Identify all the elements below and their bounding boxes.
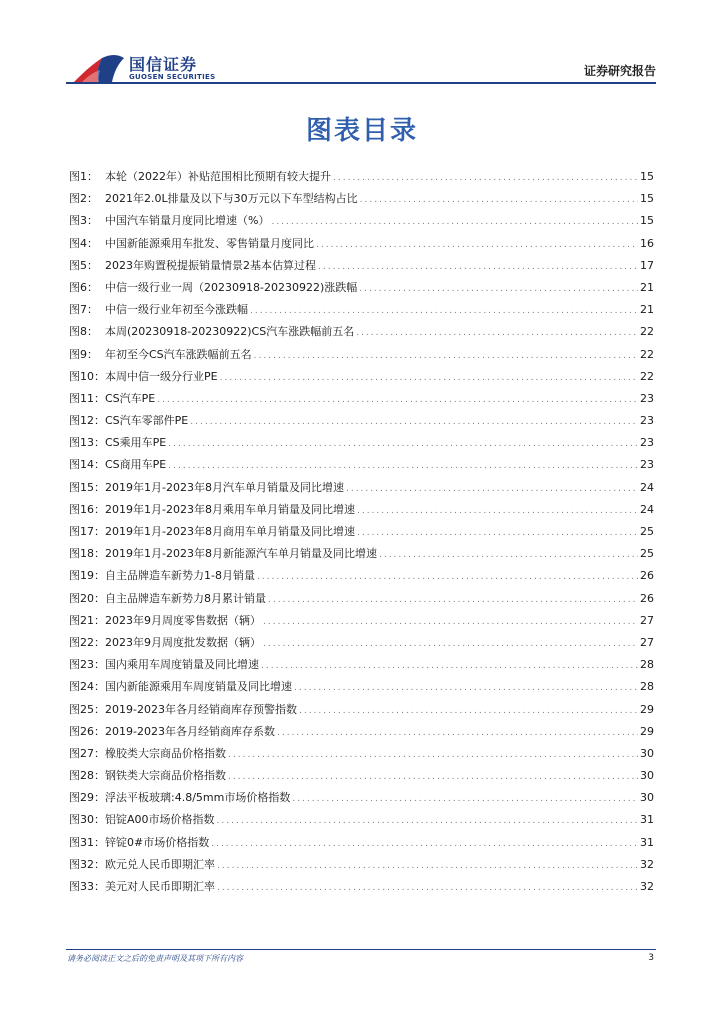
toc-entry-page: 22: [640, 325, 654, 339]
figure-table-of-contents: [69, 168, 654, 900]
toc-entry[interactable]: [69, 612, 654, 634]
document-type-label: 证券研究报告: [583, 64, 656, 78]
toc-entry-page: 27: [640, 613, 654, 627]
toc-entry-title: CS商用车PE: [105, 458, 167, 472]
toc-entry-page: 24: [640, 480, 654, 494]
toc-entry-page: 29: [640, 724, 654, 738]
toc-entry-title: 浮法平板玻璃:4.8/5mm市场价格指数: [105, 791, 291, 805]
toc-entry-number: 图24：: [69, 680, 105, 694]
toc-entry-title: 美元对人民币即期汇率: [105, 880, 215, 893]
toc-entry-title: 2019年1月-2023年8月新能源汽车单月销量及同比增速: [105, 547, 377, 561]
toc-entry-title: 中信一级行业年初至今涨跌幅: [105, 303, 248, 317]
toc-entry-title: 年初至今CS汽车涨跌幅前五名: [105, 347, 252, 361]
toc-entry[interactable]: [69, 501, 654, 523]
toc-entry-title: 2023年9月周度零售数据（辆）: [105, 613, 261, 627]
toc-entry[interactable]: [69, 323, 654, 345]
toc-entry-page: 32: [640, 880, 654, 893]
toc-entry-page: 30: [640, 769, 654, 783]
toc-entry[interactable]: [69, 368, 654, 390]
toc-entry[interactable]: [69, 545, 654, 567]
toc-entry-number: 图26：: [69, 724, 105, 738]
toc-leader-dots: [268, 595, 638, 605]
toc-entry-number: 图28：: [69, 769, 105, 783]
toc-entry-page: 23: [640, 458, 654, 472]
toc-leader-dots: [357, 506, 638, 516]
toc-entry[interactable]: [69, 789, 654, 811]
toc-entry-number: 图7：: [69, 303, 98, 317]
page-title: 图表目录: [305, 116, 418, 146]
toc-entry-title: 本轮（2022年）补贴范围相比预期有较大提升: [105, 170, 331, 183]
toc-leader-dots: [168, 439, 638, 449]
toc-entry[interactable]: [69, 412, 654, 434]
toc-entry[interactable]: [69, 479, 654, 501]
toc-entry-page: 31: [640, 813, 654, 827]
toc-entry-number: 图22：: [69, 635, 105, 649]
toc-entry-page: 21: [640, 303, 654, 317]
page-header: [0, 0, 724, 90]
toc-entry-page: 15: [640, 170, 654, 183]
toc-entry[interactable]: [69, 456, 654, 478]
toc-entry-title: 2019-2023年各月经销商库存系数: [105, 724, 275, 738]
toc-entry-title: 中国汽车销量月度同比增速（%）: [105, 214, 270, 228]
toc-entry-page: 25: [640, 525, 654, 538]
toc-entry[interactable]: [69, 212, 654, 234]
toc-entry-title: 2019年1月-2023年8月乘用车单月销量及同比增速: [105, 502, 355, 516]
page-number: 3: [648, 953, 654, 963]
brand-name-cn: 国信证券: [129, 55, 198, 74]
toc-leader-dots: [168, 461, 638, 471]
toc-entry-page: 32: [640, 857, 654, 871]
toc-entry-number: 图14：: [69, 458, 105, 472]
toc-entry-number: 图25：: [69, 702, 105, 716]
toc-entry[interactable]: [69, 701, 654, 723]
toc-leader-dots: [263, 639, 638, 649]
toc-entry-title: 中信一级行业一周（20230918-20230922)涨跌幅: [105, 280, 358, 294]
toc-entry-number: 图16：: [69, 502, 105, 516]
toc-entry-page: 31: [640, 835, 654, 849]
toc-leader-dots: [277, 728, 638, 738]
toc-entry-title: CS乘用车PE: [105, 436, 167, 450]
toc-leader-dots: [359, 284, 638, 294]
toc-entry-title: 本周中信一级分行业PE: [105, 369, 218, 383]
toc-entry-page: 26: [640, 591, 654, 605]
header-divider: [66, 82, 656, 84]
toc-entry[interactable]: [69, 856, 654, 878]
toc-entry[interactable]: [69, 279, 654, 301]
toc-leader-dots: [299, 706, 638, 716]
toc-leader-dots: [157, 395, 638, 405]
toc-entry-title: 欧元兑人民币即期汇率: [105, 857, 215, 871]
toc-entry[interactable]: [69, 301, 654, 323]
toc-entry-number: 图11：: [69, 391, 105, 405]
toc-entry[interactable]: [69, 678, 654, 700]
toc-entry-page: 23: [640, 436, 654, 450]
toc-entry-number: 图4：: [69, 236, 98, 250]
toc-leader-dots: [292, 794, 638, 804]
toc-entry[interactable]: [69, 811, 654, 833]
toc-leader-dots: [263, 617, 638, 627]
toc-entry-number: 图9：: [69, 347, 98, 361]
toc-leader-dots: [220, 373, 638, 383]
toc-entry-title: 国内新能源乘用车周度销量及同比增速: [105, 680, 292, 694]
toc-leader-dots: [217, 816, 638, 826]
toc-entry-page: 27: [640, 635, 654, 649]
toc-entry-page: 30: [640, 746, 654, 760]
toc-entry-title: CS汽车零部件PE: [105, 414, 189, 428]
toc-entry-title: CS汽车PE: [105, 391, 156, 405]
toc-leader-dots: [271, 217, 638, 227]
toc-entry-number: 图23：: [69, 658, 105, 672]
toc-entry[interactable]: [69, 168, 654, 190]
toc-entry-title: 橡胶类大宗商品价格指数: [105, 746, 226, 760]
toc-leader-dots: [316, 240, 638, 250]
toc-entry-number: 图32：: [69, 857, 105, 871]
toc-leader-dots: [261, 661, 638, 671]
toc-leader-dots: [228, 750, 638, 760]
toc-entry-number: 图33：: [69, 880, 105, 893]
toc-entry-title: 自主品牌造车新势力1-8月销量: [105, 569, 255, 583]
toc-entry-number: 图19：: [69, 569, 105, 583]
toc-leader-dots: [356, 328, 638, 338]
toc-entry-title: 锌锭0#市场价格指数: [105, 835, 210, 849]
toc-leader-dots: [360, 195, 638, 205]
toc-entry-number: 图10：: [69, 369, 105, 383]
toc-entry[interactable]: [69, 834, 654, 856]
toc-entry-page: 24: [640, 502, 654, 516]
toc-entry-title: 中国新能源乘用车批发、零售销量月度同比: [105, 236, 314, 250]
toc-leader-dots: [318, 262, 638, 272]
toc-entry-page: 30: [640, 791, 654, 805]
toc-entry-title: 国内乘用车周度销量及同比增速: [105, 658, 259, 672]
toc-entry-page: 29: [640, 702, 654, 716]
toc-entry-page: 17: [640, 258, 654, 272]
toc-entry[interactable]: [69, 257, 654, 279]
toc-entry-number: 图8：: [69, 325, 98, 339]
toc-entry-number: 图2：: [69, 192, 98, 206]
toc-entry-page: 23: [640, 391, 654, 405]
brand-name-en: GUOSEN SECURITIES: [129, 73, 216, 81]
toc-leader-dots: [211, 839, 638, 849]
toc-entry-number: 图5：: [69, 258, 98, 272]
toc-leader-dots: [294, 683, 638, 693]
toc-entry[interactable]: [69, 190, 654, 212]
toc-entry-title: 2019年1月-2023年8月汽车单月销量及同比增速: [105, 480, 344, 494]
toc-leader-dots: [190, 417, 638, 427]
toc-entry-title: 钢铁类大宗商品价格指数: [105, 769, 226, 783]
toc-entry-number: 图12：: [69, 414, 105, 428]
toc-entry-number: 图3：: [69, 214, 98, 228]
toc-entry-title: 2023年购置税提振销量情景2基本估算过程: [105, 258, 316, 272]
toc-entry-page: 21: [640, 280, 654, 294]
toc-entry-number: 图21：: [69, 613, 105, 627]
toc-entry[interactable]: [69, 767, 654, 789]
toc-entry-page: 23: [640, 414, 654, 428]
toc-entry-number: 图6：: [69, 280, 98, 294]
toc-leader-dots: [357, 528, 638, 538]
toc-entry-page: 22: [640, 369, 654, 383]
toc-entry-number: 图13：: [69, 436, 105, 450]
toc-entry-number: 图17：: [69, 525, 105, 538]
toc-leader-dots: [250, 306, 638, 316]
toc-entry-number: 图18：: [69, 547, 105, 561]
guosen-logo-icon: [72, 52, 127, 84]
toc-entry-title: 2019-2023年各月经销商库存预警指数: [105, 702, 297, 716]
toc-entry[interactable]: [69, 723, 654, 745]
toc-entry-page: 16: [640, 236, 654, 250]
toc-entry[interactable]: [69, 567, 654, 589]
toc-entry[interactable]: [69, 346, 654, 368]
toc-entry-number: 图30：: [69, 813, 105, 827]
toc-entry-number: 图29：: [69, 791, 105, 805]
toc-leader-dots: [346, 484, 638, 494]
toc-leader-dots: [217, 883, 638, 893]
toc-entry[interactable]: [69, 878, 654, 900]
toc-entry[interactable]: [69, 590, 654, 612]
toc-leader-dots: [333, 173, 638, 183]
toc-entry[interactable]: [69, 634, 654, 656]
toc-entry-number: 图1：: [69, 170, 98, 183]
toc-entry-title: 铝锭A00市场价格指数: [105, 813, 215, 827]
toc-entry-number: 图15：: [69, 480, 105, 494]
toc-entry-page: 22: [640, 347, 654, 361]
toc-entry[interactable]: [69, 523, 654, 545]
toc-entry-page: 28: [640, 680, 654, 694]
footer-divider: [66, 949, 656, 950]
toc-entry[interactable]: [69, 745, 654, 767]
toc-leader-dots: [217, 861, 638, 871]
toc-entry[interactable]: [69, 434, 654, 456]
toc-entry-title: 2021年2.0L排量及以下与30万元以下车型结构占比: [105, 192, 358, 206]
toc-leader-dots: [228, 772, 638, 782]
toc-entry-title: 2023年9月周度批发数据（辆）: [105, 635, 261, 649]
toc-entry-title: 2019年1月-2023年8月商用车单月销量及同比增速: [105, 525, 355, 538]
toc-entry-number: 图27：: [69, 746, 105, 760]
toc-leader-dots: [257, 572, 638, 582]
toc-entry[interactable]: [69, 656, 654, 678]
footer-disclaimer: 请务必阅读正文之后的免责声明及其项下所有内容: [67, 954, 243, 963]
toc-entry-page: 25: [640, 547, 654, 561]
toc-entry[interactable]: [69, 235, 654, 257]
toc-leader-dots: [254, 351, 638, 361]
toc-entry-number: 图31：: [69, 835, 105, 849]
toc-entry-title: 自主品牌造车新势力8月累计销量: [105, 591, 266, 605]
toc-entry-number: 图20：: [69, 591, 105, 605]
toc-entry-page: 26: [640, 569, 654, 583]
toc-leader-dots: [379, 550, 638, 560]
toc-entry[interactable]: [69, 390, 654, 412]
toc-entry-page: 15: [640, 214, 654, 228]
toc-entry-title: 本周(20230918-20230922)CS汽车涨跌幅前五名: [105, 325, 355, 339]
toc-entry-page: 28: [640, 658, 654, 672]
toc-entry-page: 15: [640, 192, 654, 206]
